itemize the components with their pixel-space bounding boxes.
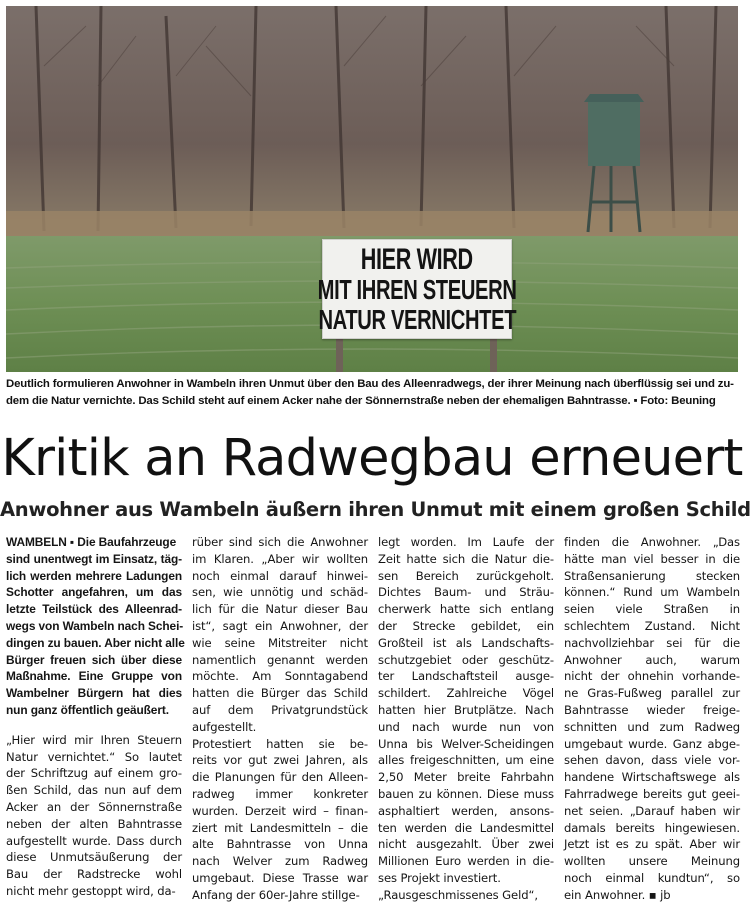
subheadline: Anwohner aus Wambeln äußern ihren Unmut mit einem großen Schild — [0, 498, 751, 521]
text-line: alles freigeschnitten, um eine — [378, 753, 554, 768]
text-line: hätte man viel besser in die — [564, 551, 740, 566]
text-line: Großteil ist als Landschafts- — [378, 635, 554, 650]
text-line: schlechtem Zustand. Nicht — [564, 618, 740, 633]
text-line: sind unentwegt im Einsatz, täg- — [6, 551, 182, 566]
text-line: Anwohner auch, warum — [564, 652, 740, 667]
text-line: letzte Teilstück des Alleenrad- — [6, 602, 182, 617]
photo-caption — [6, 376, 738, 410]
text-line: aufgestellt. — [192, 719, 257, 734]
text-line: ten werden die Landesmittel — [378, 820, 554, 835]
text-line: cherwerk hatte sich entlang — [378, 602, 554, 617]
caption-line: dem die Natur vernichte. Das Schild steht auf einem Acker nahe der Sönnernstraße neben der ehemaligen Bahntrasse. ▪ Foto: Beuning — [6, 395, 716, 407]
text-line: ter Landschaftsteil ausge- — [378, 669, 554, 684]
text-line: ziert mit Landesmitteln – die — [192, 820, 368, 835]
text-line: Natur vernichtet.“ So lautet — [6, 749, 182, 764]
text-line: auf dem Privatgrundstück — [192, 702, 368, 717]
article-column-2 — [192, 534, 368, 904]
text-line: ist“, sagt ein Anwohner, der — [192, 618, 368, 633]
text-line: schildert. Zahlreiche Vögel — [378, 686, 554, 701]
text-line: wollten unsere Meinung — [564, 854, 740, 869]
text-line: Protestiert hatten sie be- — [192, 736, 368, 751]
text-line: aufgestellt wurde. Dass durch — [6, 833, 182, 848]
text-line: Millionen Euro werden in die- — [378, 854, 554, 869]
text-line: Dichtes Baum- und Sträu- — [378, 585, 554, 600]
text-line: „Rausgeschmissenes Geld“, — [378, 887, 538, 902]
article-column-1-body — [6, 732, 182, 900]
text-line: können.“ Rund um Wambeln — [564, 585, 740, 600]
text-line: hatten die Bürger das Schild — [192, 686, 368, 701]
text-line: nicht der ohnehin vorhande- — [564, 669, 740, 684]
text-line: schutzgebiet oder geschütz- — [378, 652, 554, 667]
text-line: net seien. „Darauf haben wir — [564, 803, 740, 818]
text-line: alte Bahntrasse von Unna — [192, 837, 368, 852]
text-line: ses Projekt investiert. — [378, 870, 501, 885]
text-line: rüber sind sich die Anwohner — [192, 535, 368, 549]
sign-line: HIER WIRD — [361, 242, 473, 276]
headline: Kritik an Radwegbau erneuert — [1, 429, 743, 488]
text-line: hatten hier Brutplätze. Nach — [378, 702, 554, 717]
text-line: Bau der Radstrecke wohl — [6, 867, 182, 882]
text-line: umgebaut wurde. Ganz abge- — [564, 736, 740, 751]
text-line: seien viele Straßen in — [564, 602, 740, 617]
text-line: WAMBELN ▪ Die Baufahrzeuge — [6, 535, 177, 549]
text-line: finden die Anwohner. „Das — [564, 535, 740, 549]
sign-line: MIT IHREN STEUERN — [317, 274, 517, 306]
text-line: sehen davon, dass viele vor- — [564, 753, 740, 768]
text-line: neben der alten Bahntrasse — [6, 816, 182, 831]
text-line: im Klaren. „Aber wir wollten — [192, 551, 368, 566]
text-line: Acker an der Sönnernstraße — [6, 799, 182, 814]
text-line: 2,50 Meter breite Fahrbahn — [378, 770, 554, 785]
text-line: der Strecke gebildet, ein — [378, 618, 554, 633]
text-line: noch einmal darauf hinwei- — [192, 568, 368, 583]
caption-line: Deutlich formulieren Anwohner in Wambeln ihren Unmut über den Bau des Alleenradwegs, der ihrer Meinung nach überflüssig sei und zu- — [6, 378, 734, 390]
text-line: Unna bis Welver-Scheidingen — [378, 736, 554, 751]
text-line: lich für die Natur dieser Bau — [192, 602, 368, 617]
text-line: die Planungen für den Alleen- — [192, 770, 368, 785]
text-line: dingen zu bauen. Aber nicht alle — [6, 635, 185, 650]
text-line: wegs von Wambeln nach Schei- — [6, 618, 184, 633]
text-line: ein Anwohner. ▪ jb — [564, 887, 671, 902]
text-line: nicht ausgezahlt. Über zwei — [378, 837, 554, 852]
text-line: „Hier wird mir Ihren Steuern — [6, 732, 182, 747]
article-photo — [6, 6, 738, 372]
text-line: Jetzt ist es zu spät. Aber wir — [564, 837, 740, 852]
article-column-1 — [6, 534, 185, 900]
text-line: diese Unmutsäußerung der — [6, 850, 182, 865]
text-line: noch einmal kundtun“, so — [564, 870, 740, 885]
text-line: und nach wurde nun von — [378, 719, 554, 734]
text-line: asphaltiert werden, ansons- — [378, 803, 554, 818]
text-line: lich werden mehrere Ladungen — [6, 568, 182, 583]
text-line: Zeit hatte sich die Natur die- — [378, 551, 554, 566]
text-line: umgebaut. Diese Trasse war — [192, 870, 368, 885]
text-line: Schotter angefahren, um das — [6, 585, 182, 600]
text-line: damals bereits hingewiesen. — [564, 820, 740, 835]
text-line: handene Wirtschaftswege als — [564, 770, 740, 785]
text-line: Anfang der 60er-Jahre stillge- — [192, 887, 360, 902]
protest-sign — [317, 239, 517, 339]
article-column-4 — [564, 534, 740, 904]
text-line: radweg immer konkreter — [192, 786, 368, 801]
text-line: ne Gras-Fußweg parallel zur — [564, 686, 740, 701]
text-line: wie seine Mitstreiter nicht — [192, 635, 368, 650]
article-intro — [6, 534, 185, 719]
text-line: nicht mehr gestoppt wird, da- — [6, 883, 176, 898]
text-line: der Schriftzug auf einem gro- — [6, 766, 182, 781]
text-line: nachvollziehbar sei für die — [564, 635, 740, 650]
text-line: sen Bereich zurückgeholt. — [378, 568, 554, 583]
text-line: Straßensanierung stecken — [564, 568, 740, 583]
text-line: legt worden. Im Laufe der — [378, 535, 554, 549]
text-line: bauen zu können. Diese muss — [378, 786, 554, 801]
text-line: Bürger freuen sich über diese — [6, 652, 182, 667]
article-column-3 — [378, 534, 554, 904]
text-line: Fahrradwege bereits gut geei- — [564, 786, 740, 801]
text-line: schnitten und zum Radweg — [564, 719, 740, 734]
text-line: Maßnahme. Eine Gruppe von — [6, 669, 182, 684]
text-line: reits vor gut zwei Jahren, als — [192, 753, 368, 768]
sign-line: NATUR VERNICHTET — [318, 303, 516, 335]
text-line: nun ganz öffentlich geäußert. — [6, 702, 169, 717]
text-line: Wambelner Bürgern hat dies — [6, 686, 182, 701]
text-line: sen, wie unnötig und schäd- — [192, 585, 368, 600]
text-line: ßen Schild, das nun auf dem — [6, 783, 182, 798]
text-line: nach Welver zum Radweg — [192, 854, 368, 869]
text-line: namentlich genannt werden — [192, 652, 368, 667]
text-line: Bahntrasse wieder freige- — [564, 702, 740, 717]
text-line: wurden. Derzeit wird – finan- — [192, 803, 368, 818]
text-line: möchte. Am Sonntagabend — [192, 669, 368, 684]
